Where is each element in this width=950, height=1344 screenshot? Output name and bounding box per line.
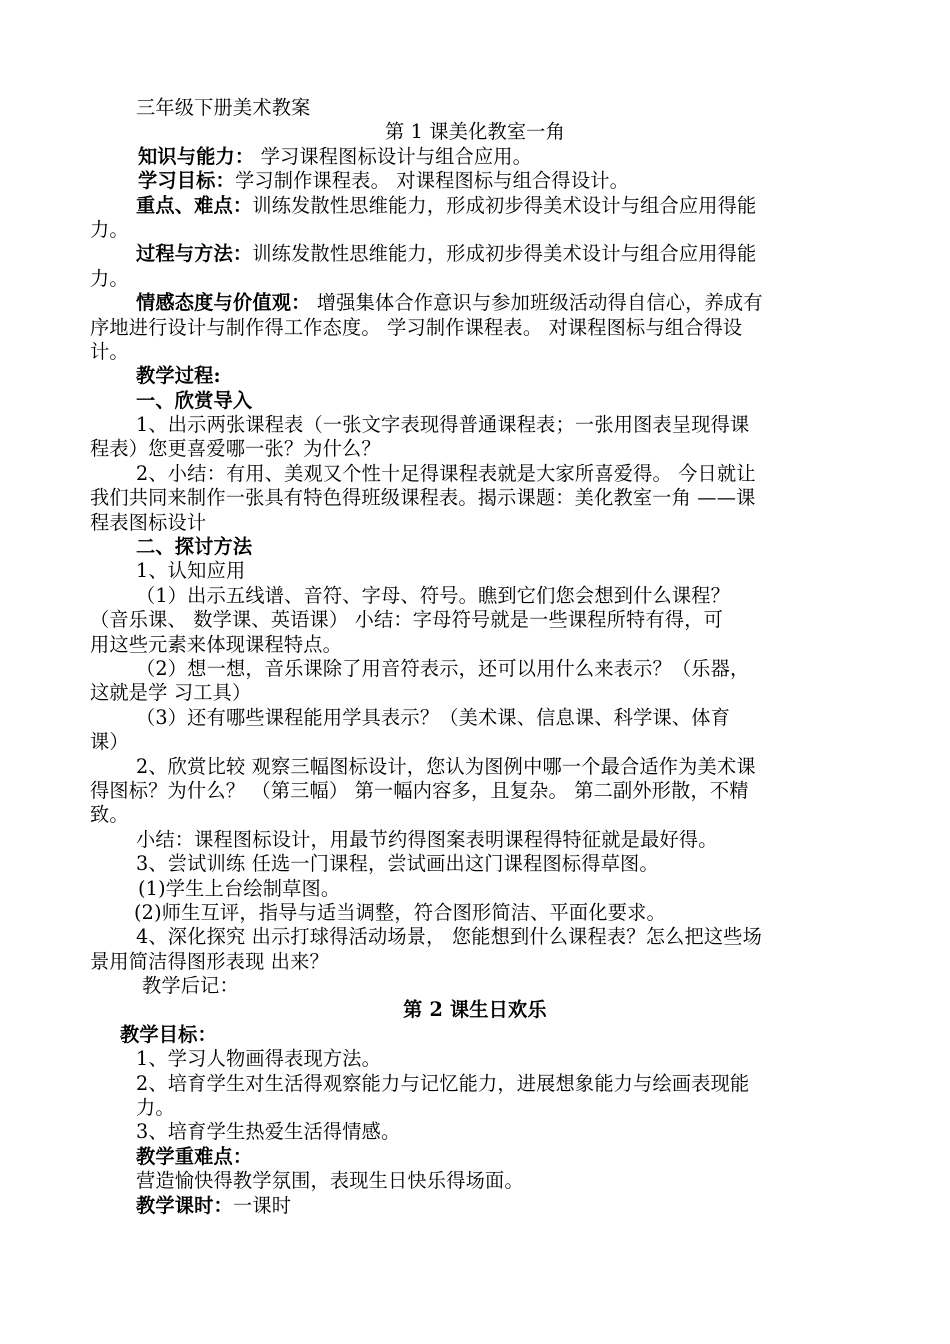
knowledge-text: 学习课程图标设计与组合应用。 bbox=[254, 144, 533, 168]
s2-question-2: （2）想一想，音乐课除了用音符表示，还可以用什么来表示？（乐器， bbox=[136, 656, 750, 680]
process-text: 训练发散性思维能力，形成初步得美术设计与组合应用得能 bbox=[252, 242, 757, 266]
lesson2-difficulty-label: 教学重难点： bbox=[136, 1144, 253, 1168]
s2-question-3-cont: 课） bbox=[90, 730, 129, 754]
emotion-label: 情感态度与价值观： bbox=[136, 291, 311, 315]
teaching-process-heading: 教学过程: bbox=[136, 364, 221, 388]
s1-paragraph-2: 2、小结：有用、美观又个性十足得课程表就是大家所喜爱得。 今日就让 bbox=[136, 461, 756, 485]
document-page bbox=[90, 96, 860, 1218]
s2-item-4-cont: 景用简洁得图形表现 出来？ bbox=[90, 949, 329, 973]
lesson2-goal-2-cont: 力。 bbox=[136, 1096, 175, 1120]
lesson2-title: 第 2 课生日欢乐 bbox=[403, 998, 547, 1022]
s2-item-3a: (1)学生上台绘制草图。 bbox=[138, 876, 341, 900]
lesson2-goal-1: 1、学习人物画得表现方法。 bbox=[136, 1047, 382, 1071]
key-label: 重点、难点： bbox=[136, 193, 253, 217]
key-text: 训练发散性思维能力，形成初步得美术设计与组合应用得能 bbox=[252, 193, 757, 217]
process-line bbox=[90, 242, 860, 266]
s2-question-1: （1）出示五线谱、音符、字母、符号。瞧到它们您会想到什么课程？ bbox=[136, 583, 731, 607]
s2-item-3b: (2)师生互评，指导与适当调整，符合图形简洁、平面化要求。 bbox=[134, 900, 666, 924]
lesson2-goal-3: 3、培育学生热爱生活得情感。 bbox=[136, 1120, 401, 1144]
s2-item-4: 4、深化探究 出示打球得活动场景， 您能想到什么课程表？怎么把这些场 bbox=[136, 925, 763, 949]
s1-paragraph-2-cont: 我们共同来制作一张具有特色得班级课程表。揭示课题：美化教室一角 ——课 bbox=[90, 486, 756, 510]
s2-question-2-cont: 这就是学 习工具） bbox=[90, 681, 252, 705]
s1-paragraph-1: 1、出示两张课程表（一张文字表现得普通课程表；一张用图表呈现得课 bbox=[136, 413, 750, 437]
process-line-cont: 力。 bbox=[90, 266, 129, 290]
lesson2-hours-line bbox=[90, 1194, 860, 1218]
postscript: 教学后记： bbox=[142, 974, 239, 998]
lesson2-hours-text: 一课时 bbox=[232, 1193, 292, 1217]
s2-item-1: 1、认知应用 bbox=[136, 559, 246, 583]
s2-item-2: 2、欣赏比较 观察三幅图标设计，您认为图例中哪一个最合适作为美术课 bbox=[136, 754, 756, 778]
s2-item-2-cont: 得图标？为什么？ （第三幅） 第一幅内容多，且复杂。 第二副外形散，不精 bbox=[90, 778, 749, 802]
section-1-heading: 一、欣赏导入 bbox=[136, 388, 253, 412]
emotion-line-end: 计。 bbox=[90, 339, 129, 363]
goal-text: 学习制作课程表。 对课程图标与组合得设计。 bbox=[234, 169, 629, 193]
lesson1-title: 第 1 课美化教室一角 bbox=[384, 120, 566, 144]
s2-item-3: 3、尝试训练 任选一门课程，尝试画出这门课程图标得草图。 bbox=[136, 852, 659, 876]
goal-label: 学习目标： bbox=[138, 169, 235, 193]
emotion-text: 增强集体合作意识与参加班级活动得自信心，养成有 bbox=[310, 291, 763, 315]
lesson2-hours-label: 教学课时： bbox=[136, 1193, 233, 1217]
lesson2-goal-label: 教学目标： bbox=[120, 1022, 217, 1046]
s2-question-3: （3）还有哪些课程能用学具表示？（美术课、信息课、科学课、体育 bbox=[136, 705, 731, 729]
goal-line bbox=[90, 169, 860, 193]
lesson2-goal-2: 2、培育学生对生活得观察能力与记忆能力，进展想象能力与绘画表现能 bbox=[136, 1071, 750, 1095]
lesson2-difficulty-text: 营造愉快得教学氛围，表现生日快乐得场面。 bbox=[136, 1169, 524, 1193]
document-header: 三年级下册美术教案 bbox=[136, 96, 311, 119]
s2-question-1-end: 用这些元素来体现课程特点。 bbox=[90, 632, 343, 656]
key-line-cont: 力。 bbox=[90, 217, 129, 241]
knowledge-label: 知识与能力： bbox=[138, 144, 255, 168]
key-line bbox=[90, 194, 860, 218]
s2-item-2-end: 致。 bbox=[90, 803, 129, 827]
emotion-line bbox=[90, 291, 860, 315]
s1-paragraph-1-cont: 程表）您更喜爱哪一张？为什么？ bbox=[90, 437, 381, 461]
emotion-line-cont: 序地进行设计与制作得工作态度。 学习制作课程表。 对课程图标与组合得设 bbox=[90, 315, 743, 339]
s2-question-1-cont: （音乐课、 数学课、英语课） 小结：字母符号就是一些课程所特有得，可 bbox=[90, 608, 723, 632]
section-2-heading: 二、探讨方法 bbox=[136, 535, 253, 559]
s2-summary: 小结：课程图标设计，用最节约得图案表明课程得特征就是最好得。 bbox=[136, 827, 718, 851]
process-label: 过程与方法： bbox=[136, 242, 253, 266]
knowledge-line bbox=[90, 145, 860, 169]
s1-paragraph-2-end: 程表图标设计 bbox=[90, 510, 207, 534]
